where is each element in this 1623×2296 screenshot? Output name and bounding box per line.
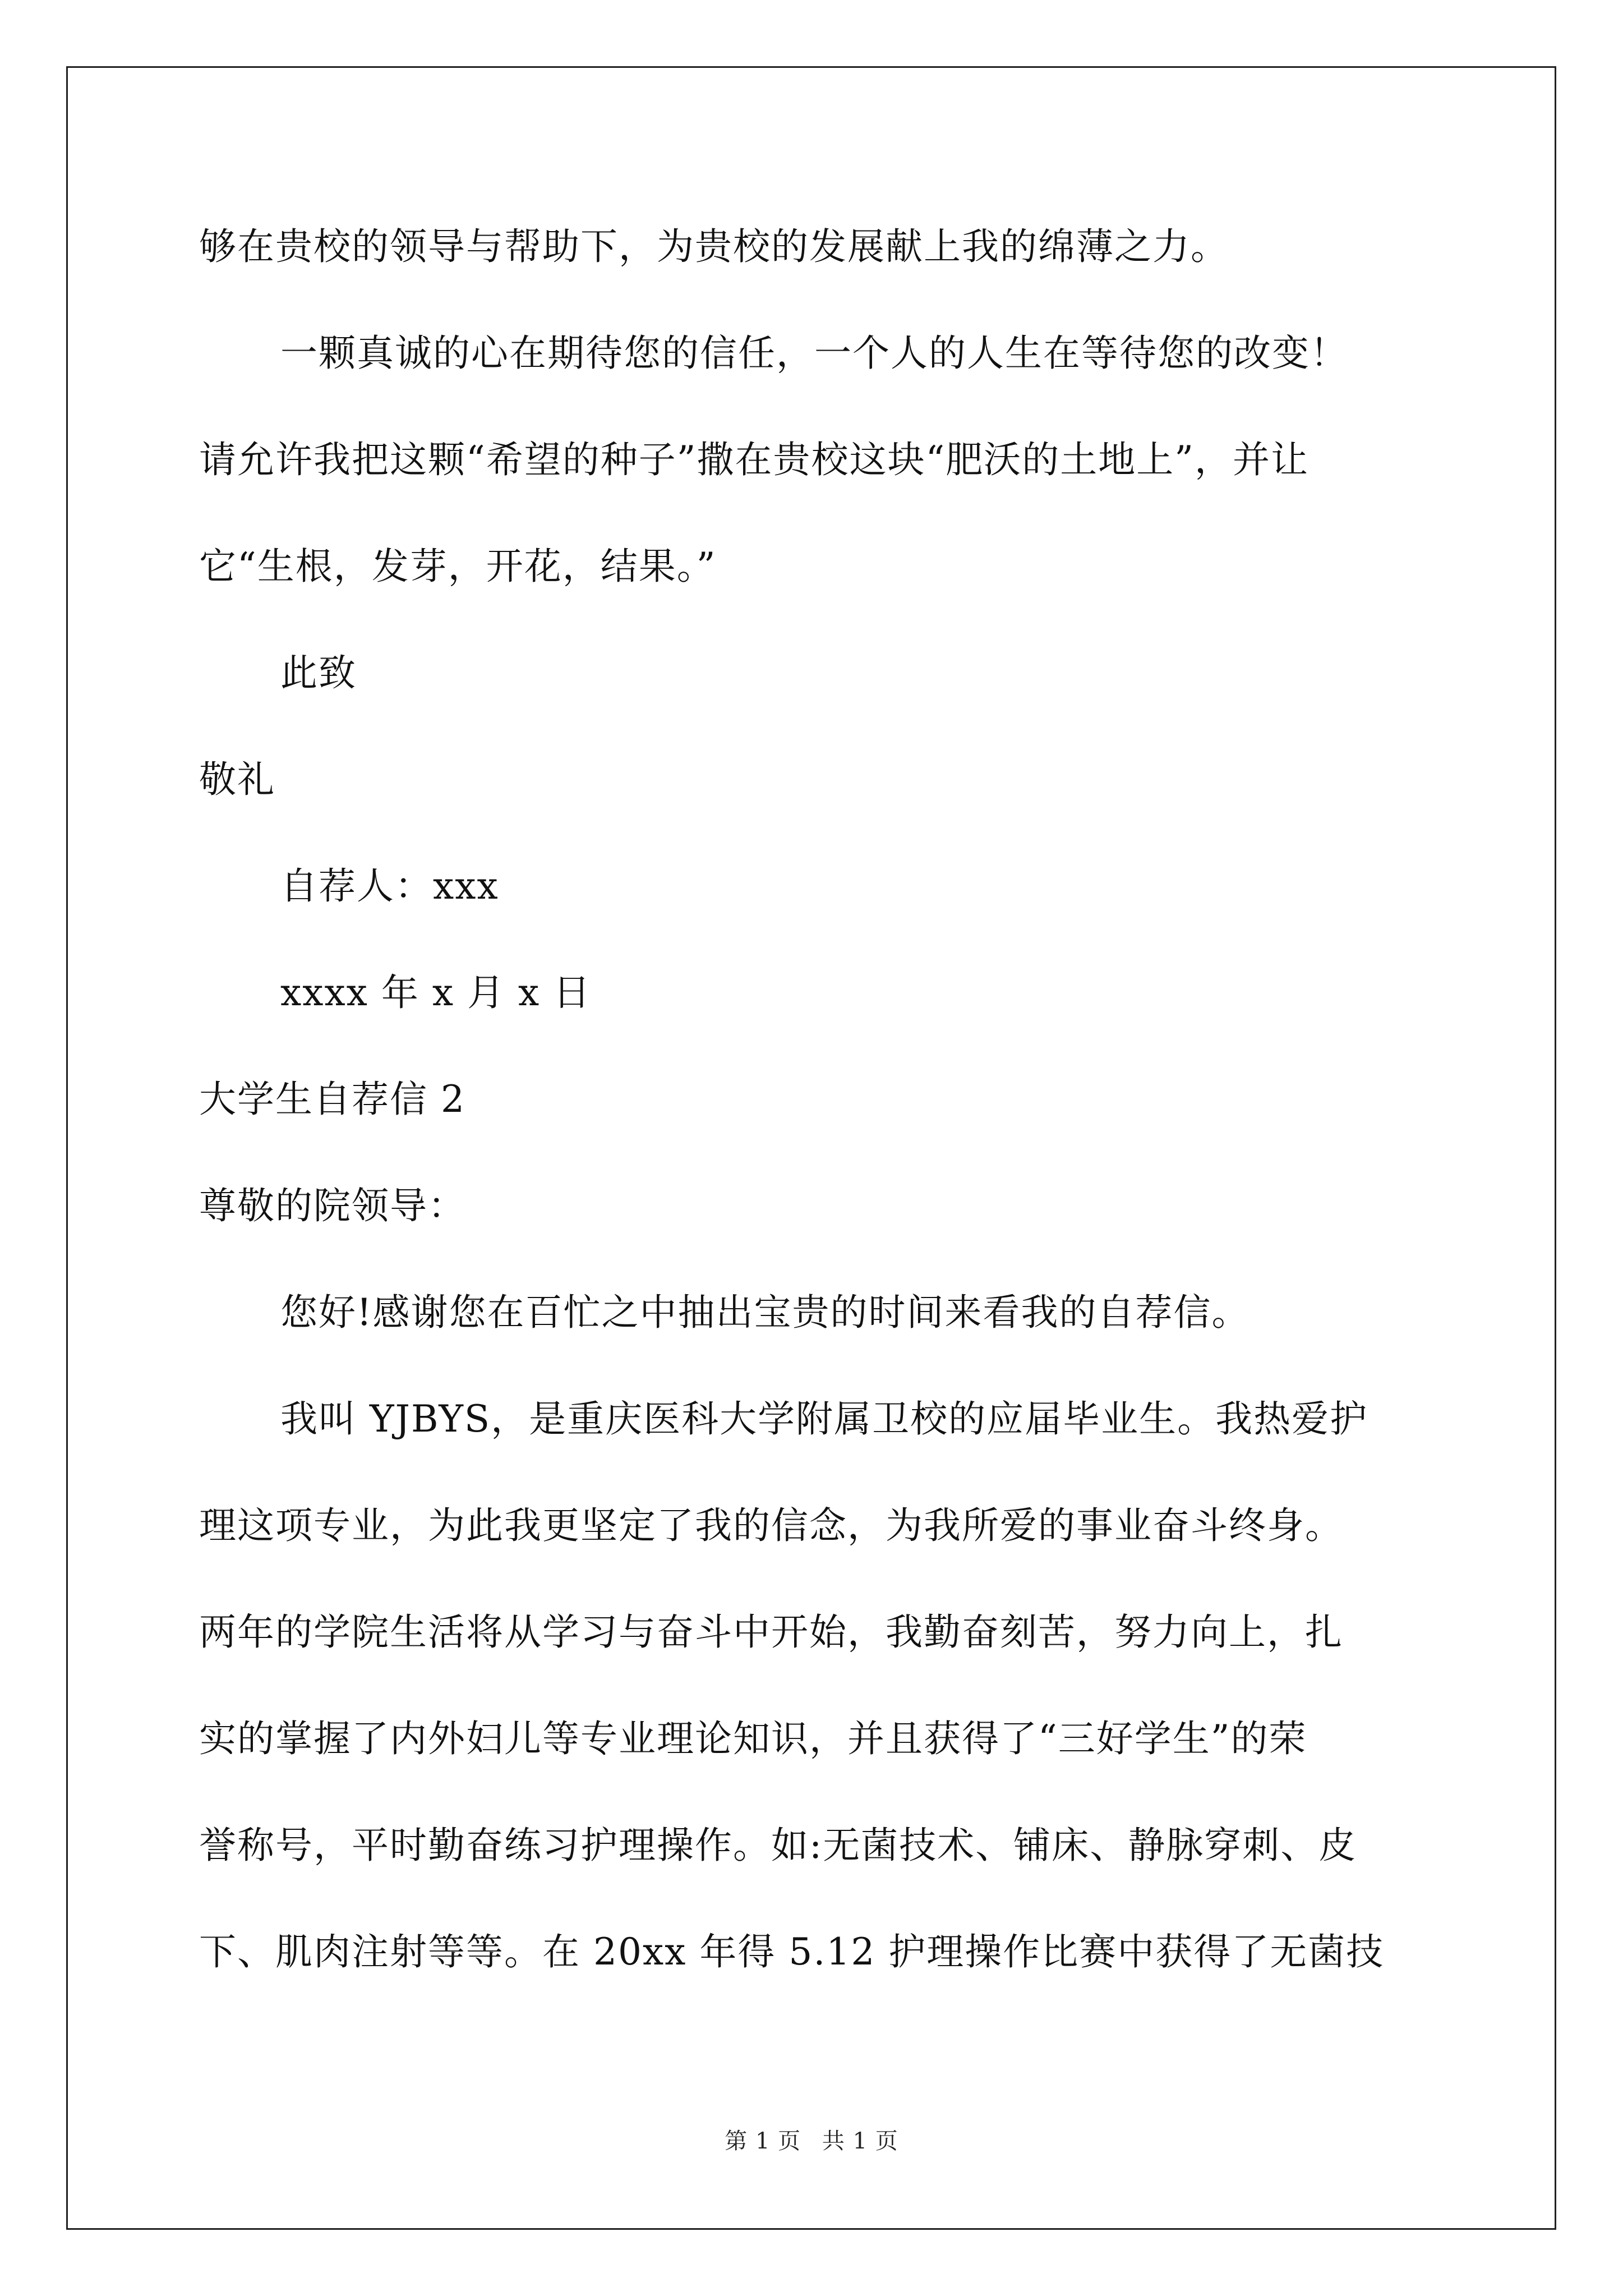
closing-salutation: 此致 [280, 651, 357, 694]
paragraph-line: 您好!感谢您在百忙之中抽出宝贵的时间来看我的自荐信。 [280, 1291, 1250, 1334]
paragraph-line: 实的掌握了内外妇儿等专业理论知识，并且获得了“三好学生”的荣 [199, 1717, 1307, 1760]
page-footer [0, 2123, 1623, 2155]
paragraph-line: 下、肌肉注射等等。在 20xx 年得 5.12 护理操作比赛中获得了无菌技 [199, 1930, 1385, 1973]
paragraph-line: 两年的学院生活将从学习与奋斗中开始，我勤奋刻苦，努力向上，扎 [199, 1611, 1343, 1654]
section-title: 大学生自荐信 2 [199, 1078, 465, 1121]
document-body [199, 194, 1433, 2005]
greeting: 尊敬的院领导： [199, 1184, 466, 1227]
page-total: 共 1 页 [822, 2128, 898, 2154]
page-number: 第 1 页 [725, 2128, 801, 2154]
paragraph-line: 誉称号，平时勤奋练习护理操作。如:无菌技术、铺床、静脉穿刺、皮 [199, 1824, 1357, 1867]
closing-regards: 敬礼 [199, 758, 275, 801]
paragraph-line: 理这项专业，为此我更坚定了我的信念，为我所爱的事业奋斗终身。 [199, 1504, 1343, 1547]
paragraph-line: 我叫 YJBYS，是重庆医科大学附属卫校的应届毕业生。我热爱护 [280, 1397, 1368, 1441]
paragraph-line: 够在贵校的领导与帮助下，为贵校的发展献上我的绵薄之力。 [199, 225, 1229, 268]
paragraph-line: 它“生根，发芽，开花，结果。” [199, 545, 717, 588]
signature-date: xxxx 年 x 月 x 日 [280, 971, 592, 1014]
paragraph-line: 一颗真诚的心在期待您的信任，一个人的人生在等待您的改变！ [280, 332, 1348, 375]
signature-name: 自荐人：xxx [280, 864, 499, 908]
paragraph-line: 请允许我把这颗“希望的种子”撒在贵校这块“肥沃的土地上”，并让 [199, 438, 1309, 481]
